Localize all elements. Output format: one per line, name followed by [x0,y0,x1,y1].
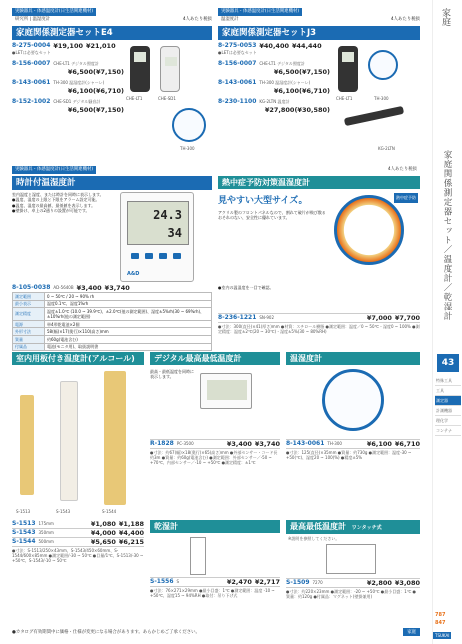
set-e4-img-label-2: CHE-SD1 [158,96,176,101]
set-j3-item-2-price: ¥6,100(¥6,710) [273,87,330,95]
hyg-price-row [150,577,280,587]
set-e4-item-2 [12,79,124,95]
clock-btn-3[interactable] [159,253,167,259]
board-row-price1: ¥4,000 [90,529,116,537]
clock-bullet-2: ●温度、湿度の最高値、最低値を表示します。 [12,202,96,208]
sidebar-tab[interactable]: 工具 [435,386,461,396]
minmax-price1: ¥2,800 [366,579,392,587]
digital-desc: 最高・最低温度を同時に表示します。 [150,369,194,380]
board-row-code: S-1543 [12,529,36,536]
clock-lcd-temp: 24.3 [153,208,182,222]
set-e4-main-price1: ¥19,100 [53,42,83,50]
set-j3-main-price1: ¥40,400 [259,42,289,50]
sidebar-vertical-title: 家庭関係測定器セット／温度計／乾湿計 [442,150,452,321]
clock-price2: ¥3,740 [104,284,130,292]
sound-meter-image [160,46,180,92]
sidebar-tab[interactable]: 特殊工具 [435,376,461,386]
board-row-code: S-1544 [12,538,36,545]
board-price-row [12,520,144,529]
clock-bullet-3: ●壁掛け、卓上の2通りの設置が可能です。 [12,208,90,214]
middle-section [12,166,420,350]
heat-price2: ¥7,700 [394,314,420,322]
sidebar-footer-num-1: 787 [435,612,446,618]
th-body [286,365,420,439]
th-title: 温湿度計 [286,352,420,365]
th-code: 8-143-0061 [286,440,325,447]
sidebar-footer-code: TSUKAI [435,633,450,638]
hyg-price1: ¥2,470 [226,578,252,586]
clock-spec-key: 測定精度 [13,308,45,321]
board-label-2: S-1543 [56,509,71,514]
board-price-table [12,520,144,547]
sidebar-page-number: 43 [437,354,459,372]
hyg-code: S-1556 [150,578,174,585]
heat-subtitle: 見やすい大型サイズ。 [218,196,308,206]
set-j3-item-1 [218,60,330,76]
hyg-title: 乾湿計 [150,520,280,533]
th-price2: ¥6,710 [394,440,420,448]
digital-title: デジタル最高最低温度計 [150,352,280,365]
clock-spec-row [13,308,212,321]
set-j3-item-1-name: CHE-LT1 デジタル照度計 [259,61,305,66]
digital-code: R-1828 [150,440,174,447]
hyg-price2: ¥2,717 [254,578,280,586]
set-e4-item-2-price: ¥6,100(¥6,710) [67,87,124,95]
heat-pack: 4人あたり税抜 [387,167,417,172]
clock-spec-row [13,293,212,301]
set-e4-title: 家庭関係測定器セットE4 [12,26,212,40]
clock-spec-key: 電源 [13,320,45,328]
set-j3-main-code: 8-275-0053 [218,42,257,49]
minmax-subtitle: ワンタッチ式 [351,524,382,531]
right-sub: 温湿度計 [221,17,239,22]
minmax-code: S-1509 [286,579,310,586]
right-pack: 4人あたり税抜 [390,17,420,22]
board-thermo-3 [104,371,126,505]
clock-spec-value: 58(幅)×17(奥行)×110(高さ)mm [45,328,212,336]
sidebar-tab[interactable]: 測定器 [435,396,461,406]
clock-buttons [131,253,181,259]
footer-page: 家庭 [403,628,420,636]
set-j3-img-label-3: KG-2LTN [378,146,395,151]
set-e4-item-3-name: CHE-SD1 デジタル騒音計 [53,99,101,104]
heat-title: 熱中症予防対策温湿度計 [218,176,420,189]
heat-specs: ●寸法：300(直径)×41(厚さ)mm ●材質：スチロール樹脂 ●測定範囲：温度／0 ~ 50℃・湿度0 ~ 100% ●測定精度：温度±2℃(20 ~ 30℃)・湿度±5%(30 ~ 80%RH) [218,324,420,334]
sidebar-category: 家庭 [440,8,450,26]
heat-bullet: ●室内の温湿度を一目で確認。 [218,285,274,290]
heat-body [218,189,420,313]
set-e4-note: ●LETは必要なセット [12,50,51,55]
clock-btn-4[interactable] [173,253,181,259]
clock-spec-key: 測定範囲 [13,293,45,301]
th-price1: ¥6,100 [366,440,392,448]
board-table-block [12,520,144,563]
clock-lcd [127,201,189,245]
sidebar-tab[interactable]: コンテナ [435,426,461,436]
set-e4-main-price2: ¥21,010 [86,42,116,50]
digital-specs: ●寸法：約67(幅)×18(奥行)×65(高さ)mm ●外部センサー・コード長約3m ●質量：約60g(電池含む) ●測定範囲：外部センサー／-50 ~ +70℃、内部センサー／-10 ~ +50℃ ●測定精度：±1℃ [150,450,278,465]
heat-price-row [218,313,420,323]
sidebar-tabs [435,376,461,436]
footer [12,626,420,638]
digital-body [150,365,280,439]
board-title: 室内用板付き温度計(アルコール) [12,352,144,365]
set-j3-main-price2: ¥44,440 [292,42,322,50]
clock-spec-row [13,320,212,328]
board-row-code: S-1513 [12,520,36,527]
set-j3-item-2-code: 8-143-0061 [218,79,257,86]
left-pack: 4人あたり税抜 [182,17,212,22]
clock-thermo-block [12,166,212,350]
minmax-note: ※説明を参照してください。 [288,536,340,541]
clock-spec-key: 付属品 [13,343,45,351]
digital-price-row [150,439,280,449]
clock-spec-value: 温度0.1℃、湿度1%rh [45,300,212,308]
minmax-title-head [286,520,420,534]
right-tagline-row [218,8,420,16]
board-thermo-block [12,352,144,525]
hyg-body [150,533,280,577]
clock-thermo-device [120,192,194,282]
board-thermo-1 [20,395,34,495]
clock-spec-row [13,343,212,351]
clock-thermo-body [12,190,212,350]
clock-spec-row [13,328,212,336]
heatstroke-block [218,166,420,334]
set-j3-item-3-price: ¥27,800(¥30,580) [264,106,330,114]
minmax-image [326,544,376,574]
set-e4-body [12,42,212,166]
set-e4-main-code: 8-275-0004 [12,42,51,49]
set-e4-main-row [12,42,124,50]
set-e4-img-label-1: CHE-LT1 [126,96,143,101]
board-images [12,365,144,525]
sidebar-footer-num-2: 847 [435,620,446,626]
set-j3-item-2 [218,79,330,95]
clock-spec-value: 温度±1.0℃ (10.0 ~ 39.9℃)、±2.0℃(他の測定範囲)、湿度±5%rh(30 ~ 69%rh)、±10%rh(他の測定範囲) [45,308,212,321]
board-row-price2: ¥1,188 [118,520,144,528]
board-row-size: 175mm [38,521,54,526]
board-thermo-2 [60,381,78,501]
right-sidebar [432,0,462,644]
th-model: TH-300 [327,441,342,446]
set-j3-img-label-2: TH-300 [374,96,389,101]
digital-price1: ¥3,400 [226,440,252,448]
heat-text [218,193,326,221]
sidebar-tab[interactable]: 理化学 [435,416,461,426]
set-e4-item-1-price: ¥6,500(¥7,150) [67,68,124,76]
set-j3-item-3-name: KG-2LTN 温度計 [259,99,290,104]
board-note: ●寸法：S-1513/250×43mm、S-1543/450×60mm、S-1544/600×85mm ●測定範囲/-30 ~ 50℃ ●目量/1℃、S-1513/-30 ~ +50℃、S-1543/-10 ~ 50℃ [12,548,144,563]
th-price-row [286,439,420,449]
board-row-price1: ¥1,080 [90,520,116,528]
set-j3-body [218,42,420,166]
minmax-block [286,520,420,599]
set-j3-item-1-code: 8-156-0007 [218,60,257,67]
clock-spec-value: 電池(モニタ用)、取扱説明書 [45,343,212,351]
board-price-row [12,538,144,547]
clock-desc-block [12,192,112,214]
hyg-specs: ●寸法：76×271×29mm ●最小目盛：1℃ ●測定範囲：温度 -10 ~ +50℃、湿度15 ~ 94%RH ●取付：吊り下げ式 [150,588,275,598]
clock-spec-value: 約60g(電池含む) [45,335,212,343]
digital-price2: ¥3,740 [254,440,280,448]
heat-badge: 熱中症予防 [394,193,418,203]
set-e4-item-1-name: CHE-LT1 デジタル照度計 [53,61,99,66]
board-row-size: 500mm [38,539,54,544]
minmax-price-row [286,578,420,588]
dial-thermo-image-2 [368,50,398,80]
heat-model: SN-902 [259,315,274,320]
minmax-title: 最高最低温度計 [290,521,346,531]
bottom-section [12,520,420,620]
set-j3-img-label-1: CHE-LT1 [336,96,353,101]
heat-dial-image [334,195,404,265]
clock-desc: 室内温度と湿度、または時計を同時に表示します。 [12,192,104,197]
clock-spec-row [13,300,212,308]
set-j3-item-1-price: ¥6,500(¥7,150) [273,68,330,76]
heat-desc: アクリル製のフロントパネルなので、割れて破片が飛び散るおそれのない、安全性に優れています。 [218,210,326,221]
set-j3-main-row [218,42,330,50]
set-j3-item-3-code: 8-230-1100 [218,98,257,105]
digital-model: PC-3500 [176,441,194,446]
clock-code: 8-105-0038 [12,284,51,291]
clock-tagline: 実験器具・体感温度計(日生活関連機材) [12,166,96,174]
clock-spec-key: 質量 [13,335,45,343]
clock-spec-value: 0 ~ 50℃ / 20 ~ 90% rh [45,293,212,301]
set-e4-item-2-code: 8-143-0061 [12,79,51,86]
th-dial-image [322,369,384,431]
probe-thermo-image [344,106,404,126]
left-sub-row [12,16,212,24]
hyg-model: S [176,579,180,584]
clock-spec-value: 単4形乾電池×2個 [45,320,212,328]
minmax-model: 7270 [312,580,323,585]
clock-bullet-1: ●温度、湿度の上限と下限をアラーム設定可能。 [12,197,100,203]
footer-note: ●カタログ有効期間中に価格・仕様が変更になる場合があります。あらかじめご了承ください。 [12,630,200,635]
clock-btn-2[interactable] [145,253,153,259]
thermo-hygro-block [286,352,420,460]
set-e4-item-1 [12,60,124,76]
right-tagline: 実験器具・体感温度計(日生活関連機材) [218,8,302,16]
minmax-price2: ¥3,080 [394,579,420,587]
board-row-price2: ¥4,400 [118,529,144,537]
set-e4-block [12,8,212,166]
heat-code: 8-236-1221 [218,314,257,321]
set-j3-title: 家庭関係測定器セットJ3 [218,26,420,40]
clock-thermo-title: 時計付温湿度計 [12,176,212,190]
left-tagline: 実験器具・体感温度計(日生活関連機材) [12,8,96,16]
lux-meter-image-2 [338,46,358,92]
set-j3-block [218,8,420,166]
board-row-size: 350mm [38,530,54,535]
heat-price1: ¥7,000 [366,314,392,322]
set-e4-item-2-name: TH-300 温湿度計(シャーレ) [53,80,105,85]
board-row-price1: ¥5,650 [90,538,116,546]
clock-spec-row [13,335,212,343]
set-j3-item-3 [218,98,330,114]
clock-price1: ¥3,400 [76,284,102,292]
hyg-image [190,537,206,575]
lower-section [12,352,420,520]
set-j3-list [218,42,330,114]
top-section [12,8,420,164]
clock-spec-table [12,292,212,351]
left-sub: 研究所 | 温湿度計 [15,17,51,22]
clock-brand: A&D [127,271,140,277]
board-label-1: S-1513 [16,509,31,514]
digital-minmax-block [150,352,280,465]
clock-spec-key: 最小表示 [13,300,45,308]
set-e4-item-3 [12,98,124,114]
set-e4-item-3-price: ¥6,500(¥7,150) [67,106,124,114]
right-sub-row [218,16,420,24]
digital-device [200,373,252,409]
board-price-row [12,529,144,538]
lux-meter-image [130,46,150,92]
board-row-price2: ¥6,215 [118,538,144,546]
left-tagline-row [12,8,212,16]
set-e4-item-1-code: 8-156-0007 [12,60,51,67]
clock-btn-1[interactable] [131,253,139,259]
clock-spec-key: 外形寸法 [13,328,45,336]
board-label-3: S-1544 [102,509,117,514]
set-e4-item-3-code: 8-152-1002 [12,98,51,105]
hygrometer-block [150,520,280,598]
dial-thermo-image [172,108,206,142]
clock-lcd-hum: 34 [167,226,182,240]
th-specs: ●寸法：125(直径)×35mm ●質量：約730g ●測定範囲：温度-30 ~ +50(℃)、湿度20 ~ 100(%) ●精度±5% [286,450,412,460]
set-e4-list [12,42,124,114]
minmax-body [286,534,420,578]
minmax-specs: ●寸法：約220×23mm ●測定範囲：-20 ~ +50℃ ●最小目盛：1℃ ●質量：約120g ●付属品：マグネット(壁掛兼用) [286,589,417,599]
set-j3-note: ●LETは必要なセット [218,50,257,55]
sidebar-tab[interactable]: 計測機器 [435,406,461,416]
set-j3-item-2-name: TH-300 温湿度計(シャーレ) [259,80,311,85]
clock-model: AD-5640B [53,285,74,290]
clock-price-block [12,284,212,351]
set-e4-img-label-3: TH-300 [180,146,195,151]
